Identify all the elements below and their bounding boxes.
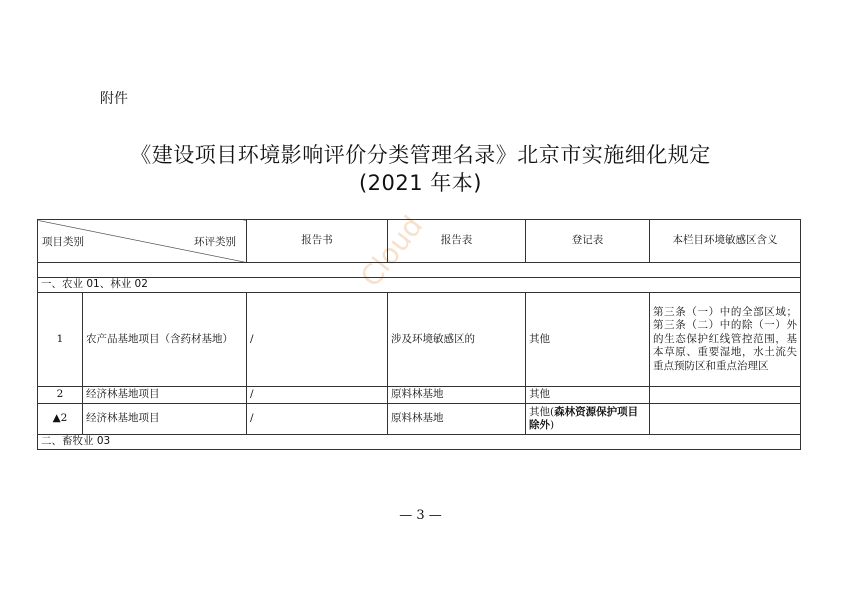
row-sensitive-area [650,404,801,435]
section-row [38,278,801,293]
spacer-row [38,263,801,278]
section-title: 二、畜牧业 03 [38,435,801,450]
document-title: 《建设项目环境影响评价分类管理名录》北京市实施细化规定 [130,143,711,167]
attachment-label: 附件 [100,91,128,107]
registration-suffix: ) [550,419,555,431]
row-report: / [247,387,388,404]
document-subtitle: (2021 年本) [358,171,482,195]
registration-prefix: 其他( [529,405,555,418]
row-project-name: 经济林基地项目 [83,404,247,435]
row-number: 2 [38,387,83,404]
section-title: 一、农业 01、林业 02 [38,278,801,293]
row-sensitive-area [650,387,801,404]
header-registration: 登记表 [526,220,650,263]
row-report: / [247,293,388,387]
classification-table [37,219,801,450]
table-row [38,404,801,435]
table-row [38,293,801,387]
header-report-form: 报告表 [388,220,526,263]
header-sensitive-area: 本栏目环境敏感区含义 [650,220,801,263]
header-project-category: 项目类别 [42,236,84,248]
table-header-row [38,220,801,263]
row-number: ▲2 [38,404,83,435]
row-report-form: 涉及环境敏感区的 [388,293,526,387]
row-project-name: 经济林基地项目 [83,387,247,404]
row-registration: 其他 [526,293,650,387]
cloud-watermark: Cloud [353,209,430,293]
row-report-form: 原料林基地 [388,387,526,404]
row-sensitive-area: 第三条（一）中的全部区域；第三条（二）中的除（一）外的生态保护红线管控范围，基本草原、重要湿地，水土流失重点预防区和重点治理区 [650,293,801,387]
header-assessment-type: 环评类别 [194,236,236,248]
row-registration: 其他 [526,387,650,404]
row-report: / [247,404,388,435]
registration-exception: 森林资源保护项目除外 [529,405,639,431]
row-registration [526,404,650,435]
table-row [38,387,801,404]
header-category-cell [38,220,247,263]
page-number: — 3 — [399,508,442,523]
row-project-name: 农产品基地项目（含药材基地） [83,293,247,387]
header-report: 报告书 [247,220,388,263]
row-number: 1 [38,293,83,387]
row-report-form: 原料林基地 [388,404,526,435]
section-row [38,435,801,450]
